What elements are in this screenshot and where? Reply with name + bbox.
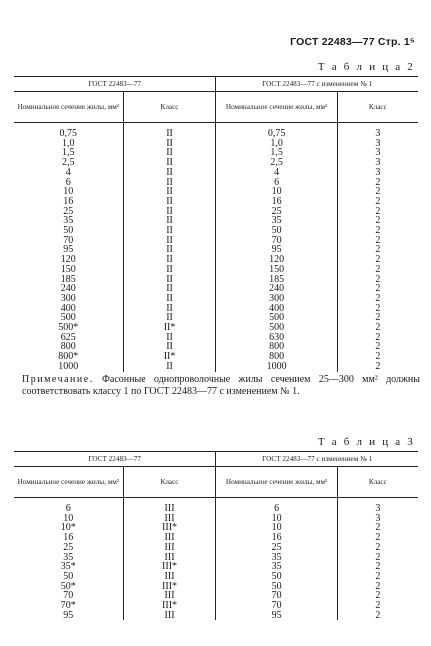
class-new-cell: 2	[337, 323, 418, 333]
section-old-cell: 300	[60, 292, 76, 304]
table-row	[14, 139, 418, 149]
class-old-cell: III*	[123, 562, 216, 572]
class-old-cell: II	[123, 197, 216, 207]
section-new-cell: 6	[216, 178, 337, 188]
section-old-cell: 150	[60, 263, 76, 275]
section-old-cell: 1,5	[62, 147, 75, 159]
class-new-cell: 3	[337, 514, 418, 524]
table2	[14, 76, 418, 372]
table-row	[14, 543, 418, 553]
section-new-cell: 10	[216, 187, 337, 197]
class-old-cell: II*	[123, 352, 216, 362]
section-new-cell: 35	[216, 553, 337, 563]
section-old-cell: 1,0	[62, 137, 75, 149]
section-new-cell: 25	[216, 207, 337, 217]
class-new-cell: 2	[337, 582, 418, 592]
class-old-cell: III	[123, 572, 216, 582]
class-new-cell: 2	[337, 245, 418, 255]
section-old-cell: 120	[60, 254, 76, 266]
section-new-cell: 35	[216, 562, 337, 572]
section-new-cell: 10	[216, 523, 337, 533]
table3-col-class-right: Класс	[337, 467, 418, 498]
class-new-cell: 2	[337, 352, 418, 362]
class-old-cell: II	[123, 178, 216, 188]
class-new-cell: 2	[337, 226, 418, 236]
section-new-cell: 240	[216, 284, 337, 294]
class-old-cell: III	[123, 543, 216, 553]
class-new-cell: 2	[337, 304, 418, 314]
class-new-cell: 3	[337, 168, 418, 178]
section-old-cell: 10	[63, 512, 74, 524]
table-row	[14, 148, 418, 158]
page-header: ГОСТ 22483—77 Стр. 1⁵	[290, 36, 415, 48]
table2-title: Т а б л и ц а 2	[317, 61, 415, 73]
section-new-cell: 800	[216, 342, 337, 352]
table-row	[14, 168, 418, 178]
class-new-cell: 2	[337, 611, 418, 621]
section-new-cell: 50	[216, 582, 337, 592]
section-old-cell: 50	[63, 570, 74, 582]
class-old-cell: II	[123, 313, 216, 323]
section-old-cell: 95	[63, 244, 74, 256]
table3-left-group-header: ГОСТ 22483—77	[14, 452, 216, 467]
table-row	[14, 129, 418, 139]
section-old-cell: 50	[63, 225, 74, 237]
class-old-cell: III	[123, 591, 216, 601]
class-new-cell: 2	[337, 294, 418, 304]
table2-col-class-left: Класс	[123, 92, 216, 123]
class-old-cell: II	[123, 245, 216, 255]
table3-title: Т а б л и ц а 3	[317, 436, 415, 448]
section-new-cell: 150	[216, 265, 337, 275]
class-old-cell: II	[123, 333, 216, 343]
class-new-cell: 2	[337, 523, 418, 533]
class-new-cell: 2	[337, 178, 418, 188]
class-old-cell: II	[123, 168, 216, 178]
class-new-cell: 2	[337, 362, 418, 372]
section-new-cell: 70	[216, 236, 337, 246]
section-new-cell: 6	[216, 504, 337, 514]
table2-col-class-right: Класс	[337, 92, 418, 123]
table-row	[14, 562, 418, 572]
section-new-cell: 10	[216, 514, 337, 524]
table3-col-section-right: Номинальное сечение жилы, мм²	[216, 467, 337, 498]
table-row	[14, 197, 418, 207]
section-new-cell: 16	[216, 197, 337, 207]
class-old-cell: III*	[123, 601, 216, 611]
section-old-cell: 25	[63, 205, 74, 217]
section-old-cell: 800*	[58, 351, 79, 363]
section-new-cell: 400	[216, 304, 337, 314]
class-new-cell: 2	[337, 187, 418, 197]
class-new-cell: 2	[337, 284, 418, 294]
section-old-cell: 2,5	[62, 157, 75, 169]
section-new-cell: 1000	[216, 362, 337, 372]
table2-left-group-header: ГОСТ 22483—77	[14, 77, 216, 92]
table3-col-section-left: Номинальное сечение жилы, мм²	[14, 467, 123, 498]
class-new-cell: 2	[337, 313, 418, 323]
section-old-cell: 70*	[60, 600, 76, 612]
table-row	[14, 601, 418, 611]
class-old-cell: II	[123, 265, 216, 275]
class-old-cell: II	[123, 129, 216, 139]
class-old-cell: II	[123, 158, 216, 168]
section-new-cell: 500	[216, 323, 337, 333]
class-old-cell: III	[123, 611, 216, 621]
class-new-cell: 2	[337, 342, 418, 352]
section-old-cell: 95	[63, 609, 74, 621]
table2-body	[14, 123, 418, 372]
table-row	[14, 582, 418, 592]
class-old-cell: II	[123, 148, 216, 158]
class-new-cell: 2	[337, 236, 418, 246]
section-old-cell: 35*	[60, 561, 76, 573]
section-new-cell: 16	[216, 533, 337, 543]
table3-col-class-left: Класс	[123, 467, 216, 498]
table2-right-group-header: ГОСТ 22483—77 с изменением № 1	[216, 77, 418, 92]
section-old-cell: 625	[60, 331, 76, 343]
table2-col-section-right: Номинальное сечение жилы, мм²	[216, 92, 337, 123]
class-new-cell: 2	[337, 275, 418, 285]
table-row	[14, 158, 418, 168]
table3-body	[14, 498, 418, 621]
section-new-cell: 1,5	[216, 148, 337, 158]
class-old-cell: II	[123, 187, 216, 197]
section-new-cell: 300	[216, 294, 337, 304]
section-new-cell: 25	[216, 543, 337, 553]
section-old-cell: 400	[60, 302, 76, 314]
section-old-cell: 35	[63, 215, 74, 227]
table3-right-group-header: ГОСТ 22483—77 с изменением № 1	[216, 452, 418, 467]
section-new-cell: 95	[216, 611, 337, 621]
section-old-cell: 10*	[60, 522, 76, 534]
section-new-cell: 630	[216, 333, 337, 343]
section-old-cell: 50*	[60, 580, 76, 592]
note-paragraph	[22, 374, 420, 398]
table-row	[14, 207, 418, 217]
section-old-cell: 35	[63, 551, 74, 563]
class-old-cell: II	[123, 362, 216, 372]
class-new-cell: 3	[337, 158, 418, 168]
class-old-cell: II*	[123, 323, 216, 333]
class-new-cell: 2	[337, 197, 418, 207]
class-old-cell: II	[123, 294, 216, 304]
section-new-cell: 2,5	[216, 158, 337, 168]
table2-col-section-left: Номинальное сечение жилы, мм²	[14, 92, 123, 123]
section-new-cell: 1,0	[216, 139, 337, 149]
class-old-cell: III	[123, 504, 216, 514]
section-old-cell: 4	[65, 166, 71, 178]
table-row	[14, 216, 418, 226]
section-old-cell: 500	[60, 312, 76, 324]
class-old-cell: II	[123, 304, 216, 314]
class-old-cell: II	[123, 226, 216, 236]
section-old-cell: 240	[60, 283, 76, 295]
class-new-cell: 3	[337, 148, 418, 158]
section-old-cell: 70	[63, 234, 74, 246]
class-new-cell: 3	[337, 504, 418, 514]
table-row	[14, 236, 418, 246]
class-new-cell: 2	[337, 601, 418, 611]
table-row	[14, 178, 418, 188]
class-new-cell: 3	[337, 129, 418, 139]
class-new-cell: 2	[337, 543, 418, 553]
class-new-cell: 2	[337, 562, 418, 572]
section-new-cell: 4	[216, 168, 337, 178]
class-old-cell: III*	[123, 582, 216, 592]
section-new-cell: 120	[216, 255, 337, 265]
class-old-cell: II	[123, 207, 216, 217]
class-old-cell: II	[123, 275, 216, 285]
table3	[14, 451, 418, 620]
table-row	[14, 504, 418, 514]
class-new-cell: 2	[337, 207, 418, 217]
section-old-cell: 16	[63, 195, 74, 207]
class-old-cell: II	[123, 236, 216, 246]
section-old-cell: 25	[63, 541, 74, 553]
section-new-cell: 50	[216, 572, 337, 582]
section-new-cell: 0,75	[216, 129, 337, 139]
class-new-cell: 2	[337, 333, 418, 343]
class-old-cell: II	[123, 255, 216, 265]
note-label: Примечание.	[22, 374, 94, 385]
section-new-cell: 185	[216, 275, 337, 285]
section-new-cell: 50	[216, 226, 337, 236]
section-old-cell: 10	[63, 186, 74, 198]
table-row	[14, 226, 418, 236]
table-row	[14, 362, 418, 372]
section-old-cell: 1000	[58, 360, 79, 372]
section-old-cell: 500*	[58, 322, 79, 334]
class-old-cell: III*	[123, 523, 216, 533]
class-new-cell: 2	[337, 572, 418, 582]
class-old-cell: II	[123, 139, 216, 149]
table-row	[14, 611, 418, 621]
section-old-cell: 16	[63, 532, 74, 544]
section-new-cell: 95	[216, 245, 337, 255]
class-new-cell: 2	[337, 216, 418, 226]
section-old-cell: 0,75	[59, 128, 78, 139]
section-old-cell: 800	[60, 341, 76, 353]
section-new-cell: 800	[216, 352, 337, 362]
class-new-cell: 3	[337, 139, 418, 149]
class-old-cell: III	[123, 553, 216, 563]
section-old-cell: 185	[60, 273, 76, 285]
table-row	[14, 187, 418, 197]
section-new-cell: 70	[216, 591, 337, 601]
class-old-cell: III	[123, 533, 216, 543]
table-row	[14, 523, 418, 533]
class-old-cell: III	[123, 514, 216, 524]
section-new-cell: 35	[216, 216, 337, 226]
section-new-cell: 70	[216, 601, 337, 611]
class-old-cell: II	[123, 216, 216, 226]
section-new-cell: 500	[216, 313, 337, 323]
class-new-cell: 2	[337, 265, 418, 275]
section-old-cell: 70	[63, 590, 74, 602]
class-new-cell: 2	[337, 591, 418, 601]
table-row	[14, 533, 418, 543]
section-old-cell: 6	[65, 503, 71, 514]
section-old-cell: 6	[65, 176, 71, 188]
class-new-cell: 2	[337, 255, 418, 265]
class-new-cell: 2	[337, 553, 418, 563]
class-old-cell: II	[123, 284, 216, 294]
note-text: Фасонные однопроволочные жилы сечением 25—300 мм² должны соответствовать классу 1 по ГОСТ 22483—77 с изменением № 1.	[22, 374, 421, 397]
class-old-cell: II	[123, 342, 216, 352]
class-new-cell: 2	[337, 533, 418, 543]
